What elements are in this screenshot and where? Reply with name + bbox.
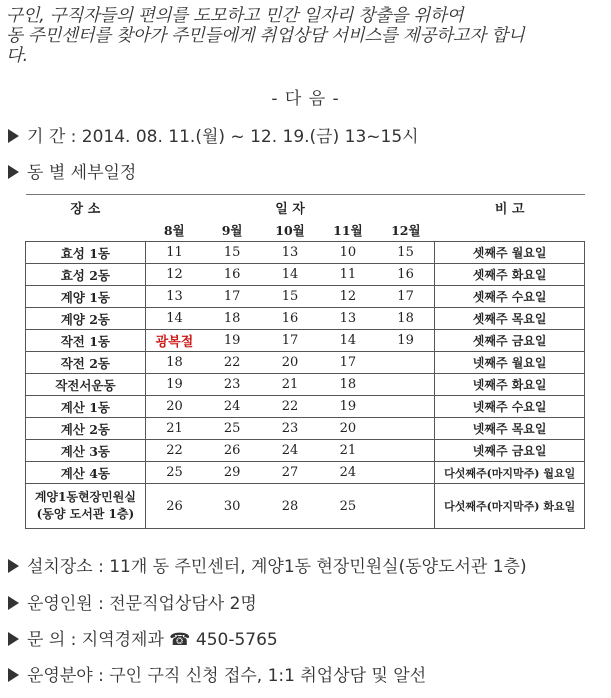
table-row bbox=[26, 440, 585, 462]
date-cell: 18 bbox=[377, 308, 435, 330]
date-cell: 19 bbox=[145, 374, 203, 396]
row-place: 계산 1동 bbox=[26, 396, 146, 418]
month-sep: 9월 bbox=[221, 223, 243, 238]
period-line bbox=[8, 122, 419, 147]
table-row bbox=[26, 396, 585, 418]
date-cell bbox=[377, 440, 435, 462]
intro-line-1: 구인, 구직자들의 편의를 도모하고 민간 일자리 창출을 위하여 bbox=[6, 6, 464, 26]
header-note: 비 고 bbox=[435, 195, 585, 220]
date-cell: 26 bbox=[203, 440, 261, 462]
date-cell: 18 bbox=[203, 308, 261, 330]
date-cell bbox=[377, 352, 435, 374]
date-cell: 22 bbox=[145, 440, 203, 462]
date-cell: 13 bbox=[319, 308, 377, 330]
month-header-row bbox=[26, 219, 585, 242]
date-cell: 14 bbox=[261, 264, 319, 286]
date-cell: 19 bbox=[203, 330, 261, 352]
table-row bbox=[26, 308, 585, 330]
date-cell: 13 bbox=[261, 242, 319, 264]
date-cell: 16 bbox=[377, 264, 435, 286]
row-note: 넷째주 월요일 bbox=[435, 352, 585, 374]
date-cell: 25 bbox=[145, 462, 203, 484]
staff-text: 운영인원 : 전문직업상담사 2명 bbox=[27, 594, 257, 614]
date-cell: 15 bbox=[377, 242, 435, 264]
date-cell bbox=[377, 374, 435, 396]
triangle-bullet-icon bbox=[8, 559, 19, 573]
date-cell: 14 bbox=[319, 330, 377, 352]
table-row bbox=[26, 330, 585, 352]
date-cell: 25 bbox=[319, 484, 377, 529]
date-cell: 16 bbox=[203, 264, 261, 286]
row-place bbox=[26, 484, 146, 529]
triangle-bullet-icon bbox=[8, 668, 19, 682]
location-text: 설치장소 : 11개 동 주민센터, 계양1동 현장민원실(동양도서관 1층) bbox=[27, 557, 527, 577]
row-note: 넷째주 금요일 bbox=[435, 440, 585, 462]
row-place-line-1: 계양1동현장민원실 bbox=[34, 490, 136, 504]
date-cell: 17 bbox=[261, 330, 319, 352]
date-cell: 18 bbox=[145, 352, 203, 374]
date-cell: 19 bbox=[319, 396, 377, 418]
intro-line-2: 동 주민센터를 찾아가 주민들에게 취업상담 서비스를 제공하고자 합니 bbox=[6, 26, 525, 46]
row-note: 넷째주 목요일 bbox=[435, 418, 585, 440]
row-note: 넷째주 화요일 bbox=[435, 374, 585, 396]
date-cell bbox=[377, 418, 435, 440]
triangle-bullet-icon bbox=[8, 596, 19, 610]
bullet-location bbox=[8, 552, 527, 577]
header-date: 일 자 bbox=[145, 195, 435, 220]
row-place: 계산 2동 bbox=[26, 418, 146, 440]
row-place-line-2: (동양 도서관 1층) bbox=[36, 507, 135, 521]
triangle-bullet-icon bbox=[8, 129, 19, 143]
date-cell: 13 bbox=[145, 286, 203, 308]
date-cell bbox=[377, 484, 435, 529]
date-cell: 14 bbox=[145, 308, 203, 330]
date-cell: 21 bbox=[319, 440, 377, 462]
table-row bbox=[26, 484, 585, 529]
date-cell: 25 bbox=[203, 418, 261, 440]
date-cell: 17 bbox=[203, 286, 261, 308]
date-cell: 26 bbox=[145, 484, 203, 529]
header-place: 장 소 bbox=[26, 195, 146, 220]
bullet-contact bbox=[8, 625, 278, 650]
date-cell: 11 bbox=[145, 242, 203, 264]
schedule-table bbox=[25, 194, 585, 529]
row-place: 계산 3동 bbox=[26, 440, 146, 462]
date-cell: 24 bbox=[203, 396, 261, 418]
month-oct: 10월 bbox=[275, 223, 305, 238]
date-cell: 15 bbox=[261, 286, 319, 308]
date-cell: 20 bbox=[145, 396, 203, 418]
row-place: 작전서운동 bbox=[26, 374, 146, 396]
date-cell: 30 bbox=[203, 484, 261, 529]
row-place: 작전 1동 bbox=[26, 330, 146, 352]
date-cell: 27 bbox=[261, 462, 319, 484]
date-cell: 12 bbox=[319, 286, 377, 308]
row-place: 효성 2동 bbox=[26, 264, 146, 286]
schedule-title-line bbox=[8, 158, 136, 183]
date-cell: 29 bbox=[203, 462, 261, 484]
bullet-staff bbox=[8, 589, 257, 614]
row-note: 셋째주 목요일 bbox=[435, 308, 585, 330]
date-cell: 12 bbox=[145, 264, 203, 286]
month-nov: 11월 bbox=[333, 223, 363, 238]
date-cell: 22 bbox=[261, 396, 319, 418]
row-note: 다섯째주(마지막주) 월요일 bbox=[435, 462, 585, 484]
date-cell: 20 bbox=[319, 418, 377, 440]
table-row bbox=[26, 352, 585, 374]
section-heading: - 다 음 - bbox=[271, 89, 340, 109]
row-note: 셋째주 수요일 bbox=[435, 286, 585, 308]
row-note: 셋째주 화요일 bbox=[435, 264, 585, 286]
table-row bbox=[26, 264, 585, 286]
date-cell: 23 bbox=[203, 374, 261, 396]
date-cell: 15 bbox=[203, 242, 261, 264]
holiday-cell: 광복절 bbox=[145, 330, 203, 352]
row-place: 효성 1동 bbox=[26, 242, 146, 264]
triangle-bullet-icon bbox=[8, 165, 19, 179]
date-cell: 18 bbox=[319, 374, 377, 396]
date-cell: 21 bbox=[145, 418, 203, 440]
date-cell: 23 bbox=[261, 418, 319, 440]
intro-paragraph bbox=[6, 6, 606, 66]
table-row bbox=[26, 242, 585, 264]
intro-line-3: 다. bbox=[6, 46, 28, 66]
row-place: 계산 4동 bbox=[26, 462, 146, 484]
table-row bbox=[26, 374, 585, 396]
date-cell: 20 bbox=[261, 352, 319, 374]
scope-text: 운영분야 : 구인 구직 신청 접수, 1:1 취업상담 및 알선 bbox=[27, 666, 427, 686]
date-cell: 21 bbox=[261, 374, 319, 396]
date-cell: 28 bbox=[261, 484, 319, 529]
date-cell bbox=[377, 396, 435, 418]
date-cell: 24 bbox=[319, 462, 377, 484]
row-note: 다섯째주(마지막주) 화요일 bbox=[435, 484, 585, 529]
date-cell: 17 bbox=[319, 352, 377, 374]
bullet-scope bbox=[8, 661, 426, 686]
date-cell: 22 bbox=[203, 352, 261, 374]
row-place: 계양 2동 bbox=[26, 308, 146, 330]
date-cell bbox=[377, 462, 435, 484]
row-note: 셋째주 월요일 bbox=[435, 242, 585, 264]
table-row bbox=[26, 286, 585, 308]
date-cell: 24 bbox=[261, 440, 319, 462]
period-text: 기 간 : 2014. 08. 11.(월) ~ 12. 19.(금) 13~15시 bbox=[27, 127, 419, 147]
date-cell: 11 bbox=[319, 264, 377, 286]
date-cell: 16 bbox=[261, 308, 319, 330]
triangle-bullet-icon bbox=[8, 632, 19, 646]
month-dec: 12월 bbox=[391, 223, 421, 238]
row-place: 작전 2동 bbox=[26, 352, 146, 374]
month-aug: 8월 bbox=[163, 223, 185, 238]
contact-text: 문 의 : 지역경제과 ☎ 450-5765 bbox=[27, 630, 278, 650]
row-place: 계양 1동 bbox=[26, 286, 146, 308]
schedule-title: 동 별 세부일정 bbox=[27, 163, 137, 183]
date-cell: 10 bbox=[319, 242, 377, 264]
table-header-row bbox=[26, 195, 585, 220]
table-row bbox=[26, 462, 585, 484]
row-note: 셋째주 금요일 bbox=[435, 330, 585, 352]
date-cell: 17 bbox=[377, 286, 435, 308]
row-note: 넷째주 수요일 bbox=[435, 396, 585, 418]
date-cell: 19 bbox=[377, 330, 435, 352]
table-row bbox=[26, 418, 585, 440]
